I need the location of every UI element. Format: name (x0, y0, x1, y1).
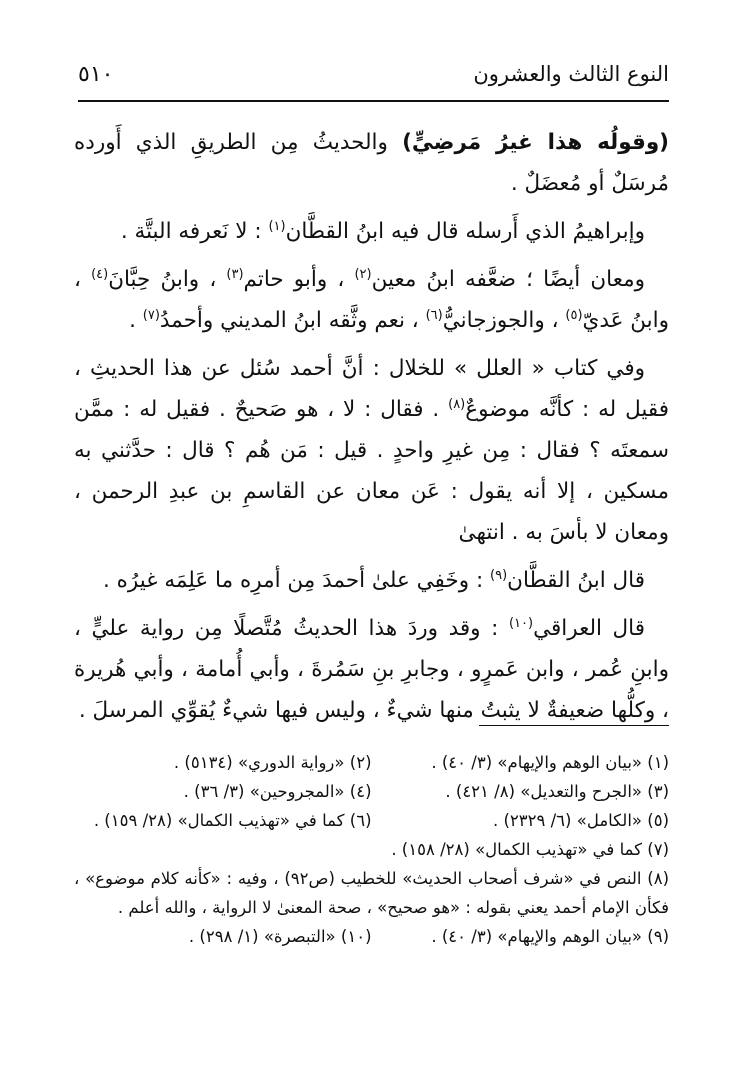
text-run: . فقال : لا ، هو صَحيحٌ . فقيل له : ممَّن سمعتَه ؟ فقال : مِن غيرِ واحدٍ . قيل : مَن هُم ؟ قال : حدَّثني به مسكين ، إلا أنه يقول : عَن معان عن القاسمِ بن عبدِ الرحمن ، ومعان لا بأسَ به . انتهىٰ (74, 397, 669, 545)
footnote-divider (479, 725, 669, 726)
footnote-ref: (٦) (425, 307, 443, 323)
text-run: قال العراقي (533, 616, 646, 641)
paragraph (74, 259, 669, 341)
chapter-title: النوع الثالث والعشرون (473, 62, 669, 86)
footnote-ref: (٩) (490, 567, 508, 583)
text-run: ، والجوزجانيُّ (442, 308, 566, 333)
footnote-ref: (٢) (354, 266, 372, 282)
footnote-row (74, 806, 669, 835)
text-run: . (129, 308, 143, 333)
page-number: ٥١٠ (78, 62, 114, 87)
text-run: ، وابنُ حِبَّانَ (108, 267, 227, 292)
text-run: وفي كتاب « العلل » للخلال : أنَّ أحمد سُئل عن هذا الحديثِ ، فقيل له : كأنَّه موضوعٌ (74, 356, 669, 422)
footnote-ref: (٤) (91, 266, 109, 282)
footnote: (١٠) «التبصرة» (١/ ٢٩٨) . (188, 927, 372, 946)
text-run: ، وابنُ عَديّ (74, 267, 669, 333)
bold-quote: (وقولُه هذا غيرُ مَرضِيٍّ) (402, 130, 670, 155)
footnote: (٧) كما في «تهذيب الكمال» (٢٨/ ١٥٨) . (391, 840, 669, 859)
paragraph (74, 348, 669, 553)
paragraph (74, 608, 669, 731)
text-run: : لا نَعرفه البتَّة . (120, 219, 269, 244)
text-run: : وقد وردَ هذا الحديثُ مُتَّصلًا مِن رواية عليٍّ ، وابنِ عُمر ، وابن عَمرٍو ، وجابرِ بنِ سَمُرةَ ، وأبي أُمامة ، وأبي هُريرة ، وكلُّها ضعيفةٌ لا يثبتُ منها شيءٌ ، وليس فيها شيءٌ يُقوِّي المرسلَ . (74, 616, 669, 723)
footnote-ref: (٧) (142, 307, 160, 323)
paragraph (74, 560, 669, 601)
footnote-row (74, 777, 669, 806)
text-run: قال ابنُ القطَّان (507, 568, 645, 593)
text-run: ومعان أيضًا ؛ ضعَّفه ابنُ معين (371, 267, 645, 292)
text-run: والحديثُ مِن الطريقِ الذي أَورده مُرسَلٌ أو مُعضَلٌ . (74, 130, 669, 196)
main-text (74, 122, 669, 738)
page-header (78, 60, 669, 102)
footnote-ref: (١) (268, 218, 286, 234)
footnote: (٢) «رواية الدوري» (٥١٣٤) . (173, 753, 372, 772)
footnote-ref: (٨) (448, 396, 466, 412)
text-run: ، وأبو حاتم (243, 267, 355, 292)
footnote: (٥) «الكامل» (٦/ ٢٣٢٩) . (492, 811, 669, 830)
text-run: ، نعم وثَّقه ابنُ المديني وأحمدُ (159, 308, 426, 333)
paragraph (74, 211, 669, 252)
paragraph (74, 122, 669, 204)
footnote: (٣) «الجرح والتعديل» (٨/ ٤٢١) . (445, 782, 669, 801)
footnote: (٤) «المجروحين» (٣/ ٣٦) . (183, 782, 372, 801)
text-run: وإبراهيمُ الذي أَرسله قال فيه ابنُ القطَّان (285, 219, 645, 244)
footnote-row (74, 922, 669, 951)
text-run: : وخَفِي علىٰ أحمدَ مِن أمرِه ما عَلِمَه غيرُه . (102, 568, 491, 593)
footnote: (٨) النص في «شرف أصحاب الحديث» للخطيب (ص٩٢) ، وفيه : «كأنه كلام موضوع» ، فكأن الإمام أحمد يعني بقوله : «هو صحيح» ، صحة المعنىٰ لا الرواية ، والله أعلم . (74, 869, 669, 917)
footnote-row (74, 748, 669, 777)
footnote: (١) «بيان الوهم والإيهام» (٣/ ٤٠) . (431, 753, 669, 772)
footnote-ref: (٣) (226, 266, 244, 282)
footnote: (٦) كما في «تهذيب الكمال» (٢٨/ ١٥٩) . (93, 811, 372, 830)
footnote-ref: (١٠) (508, 615, 534, 631)
footnote: (٩) «بيان الوهم والإيهام» (٣/ ٤٠) . (431, 927, 669, 946)
footnotes (74, 748, 669, 951)
footnote-ref: (٥) (565, 307, 583, 323)
